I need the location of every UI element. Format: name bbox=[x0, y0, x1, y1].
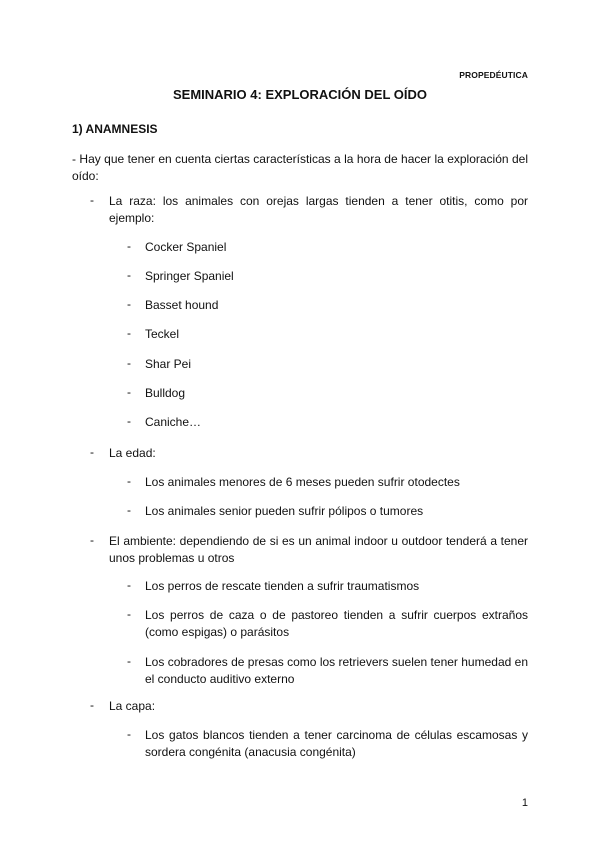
capa-subitem: Los gatos blancos tienden a tener carcinoma de células escamosas y sordera congénita (anacusia congénita) bbox=[145, 728, 528, 759]
bullet-dash: - bbox=[90, 445, 94, 459]
bullet-dash: - bbox=[127, 239, 131, 253]
breed-item: Basset hound bbox=[145, 298, 219, 312]
edad-item: La edad: bbox=[109, 446, 156, 460]
intro-paragraph: - Hay que tener en cuenta ciertas características a la hora de hacer la exploración del oído: bbox=[72, 152, 528, 183]
breed-item: Cocker Spaniel bbox=[145, 240, 227, 254]
section-heading: 1) ANAMNESIS bbox=[72, 122, 158, 136]
edad-subitem: Los animales senior pueden sufrir pólipos o tumores bbox=[145, 504, 424, 518]
bullet-dash: - bbox=[127, 607, 131, 621]
ambiente-subitem: Los cobradores de presas como los retrievers suelen tener humedad en el conducto auditivo externo bbox=[145, 655, 528, 686]
document-title: SEMINARIO 4: EXPLORACIÓN DEL OÍDO bbox=[172, 87, 427, 102]
bullet-dash: - bbox=[127, 414, 131, 428]
bullet-dash: - bbox=[127, 297, 131, 311]
bullet-dash: - bbox=[90, 193, 94, 207]
bullet-dash: - bbox=[127, 385, 131, 399]
bullet-dash: - bbox=[90, 533, 94, 547]
ambiente-subitem: Los perros de caza o de pastoreo tienden a sufrir cuerpos extraños (como espigas) o parásitos bbox=[145, 608, 528, 639]
bullet-dash: - bbox=[127, 654, 131, 668]
breed-item: Springer Spaniel bbox=[145, 269, 234, 283]
breed-item: Teckel bbox=[145, 327, 180, 341]
bullet-dash: - bbox=[127, 727, 131, 741]
bullet-dash: - bbox=[127, 474, 131, 488]
breed-item: Shar Pei bbox=[145, 357, 192, 371]
breed-item: Bulldog bbox=[145, 386, 186, 400]
bullet-dash: - bbox=[127, 268, 131, 282]
ambiente-item: El ambiente: dependiendo de si es un animal indoor u outdoor tenderá a tener unos problemas u otros bbox=[109, 534, 528, 565]
bullet-dash: - bbox=[127, 503, 131, 517]
edad-subitem: Los animales menores de 6 meses pueden sufrir otodectes bbox=[145, 475, 460, 489]
page-number: 1 bbox=[521, 797, 528, 809]
capa-item: La capa: bbox=[109, 699, 156, 713]
bullet-dash: - bbox=[127, 578, 131, 592]
raza-item: La raza: los animales con orejas largas tienden a tener otitis, como por ejemplo: bbox=[109, 194, 528, 225]
bullet-dash: - bbox=[127, 326, 131, 340]
course-header: PROPEDÉUTICA bbox=[459, 70, 528, 80]
bullet-dash: - bbox=[127, 356, 131, 370]
breed-item: Caniche… bbox=[145, 415, 202, 429]
ambiente-subitem: Los perros de rescate tienden a sufrir traumatismos bbox=[145, 579, 420, 593]
bullet-dash: - bbox=[90, 698, 94, 712]
